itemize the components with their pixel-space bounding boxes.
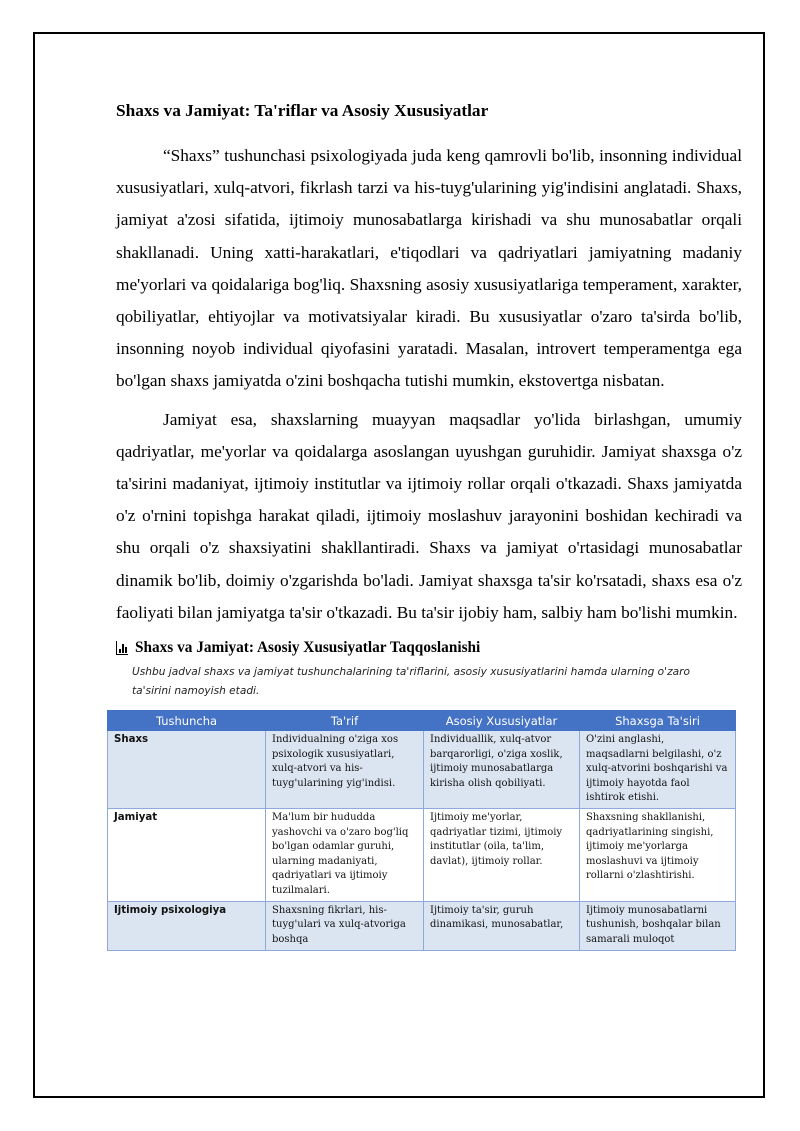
column-header: Asosiy Xususiyatlar xyxy=(424,711,580,731)
table-title xyxy=(116,639,742,657)
table-row xyxy=(108,731,736,809)
paragraph-1: “Shaxs” tushunchasi psixologiyada juda keng qamrovli bo'lib, insonning individual xususiyatlari, xulq-atvori, fikrlash tarzi va his-tuyg'ularining yig'indisini anglatadi. Shaxs, jamiyat a'zosi sifatida, ijtimoiy munosabatlarga kirishadi va shu munosabatlar orqali shakllanadi. Uning xatti-harakatlari, e'tiqodlari va qadriyatlari jamiyatning madaniy me'yorlari va qoidalariga bog'liq. Shaxsning asosiy xususiyatlariga temperament, xarakter, qobiliyatlar, ehtiyojlar va motivatsiyalar kiradi. Bu xususiyatlar o'zaro ta'sirda bo'lib, insonning noyob individual qiyofasini yaratadi. Masalan, introvert temperamentga ega bo'lgan shaxs jamiyatda o'zini boshqacha tutishi mumkin, ekstovertga nisbatan. xyxy=(116,146,742,391)
table-cell: O'zini anglashi, maqsadlarni belgilashi, o'z xulq-atvorini boshqarishi va ijtimoiy hayotda faol ishtirok etishi. xyxy=(580,731,736,809)
table-description: Ushbu jadval shaxs va jamiyat tushunchalarining ta'riflarini, asosiy xususiyatlarini hamda ularning o'zaro ta'sirini namoyish etadi. xyxy=(132,666,690,698)
table-cell: Ijtimoiy munosabatlarni tushunish, boshqalar bilan samarali muloqot xyxy=(580,901,736,950)
bar-chart-icon xyxy=(116,641,128,655)
section-heading: Shaxs va Jamiyat: Ta'riflar va Asosiy Xususiyatlar xyxy=(116,101,489,120)
column-header: Ta'rif xyxy=(266,711,424,731)
table-cell: Shaxsning fikrlari, his-tuyg'ulari va xulq-atvoriga boshqa xyxy=(266,901,424,950)
table-header-row xyxy=(108,711,736,731)
table-cell: Ijtimoiy ta'sir, guruh dinamikasi, munosabatlar, xyxy=(424,901,580,950)
table-row xyxy=(108,901,736,950)
table-cell: Ijtimoiy psixologiya xyxy=(108,901,266,950)
comparison-table xyxy=(107,710,736,951)
table-cell: Shaxs xyxy=(108,731,266,809)
table-title-text: Shaxs va Jamiyat: Asosiy Xususiyatlar Taqqoslanishi xyxy=(135,639,481,657)
table-cell: Jamiyat xyxy=(108,809,266,902)
column-header: Tushuncha xyxy=(108,711,266,731)
document-body xyxy=(116,96,742,951)
table-row xyxy=(108,809,736,902)
table-cell: Shaxsning shakllanishi, qadriyatlarining singishi, ijtimoiy me'yorlarga moslashuvi va ijtimoiy rollarni o'zlashtirishi. xyxy=(580,809,736,902)
paragraph-2: Jamiyat esa, shaxslarning muayyan maqsadlar yo'lida birlashgan, umumiy qadriyatlar, me'yorlar va qoidalarga asoslangan uyushgan guruhidir. Jamiyat shaxsga o'z ta'sirini madaniyat, ijtimoiy institutlar va ijtimoiy rollar orqali o'tkazadi. Shaxs jamiyatda o'z o'rnini topishga harakat qiladi, ijtimoiy moslashuv jarayonini boshidan kechiradi va shu orqali o'z shaxsiyatini shakllantiradi. Shaxs va jamiyat o'rtasidagi munosabatlar dinamik bo'lib, doimiy o'zgarishda bo'ladi. Jamiyat shaxsga ta'sir ko'rsatadi, shaxs esa o'z faoliyati bilan jamiyatga ta'sir o'tkazadi. Bu ta'sir ijobiy ham, salbiy ham bo'lishi mumkin. xyxy=(116,409,742,622)
table-cell: Ma'lum bir hududda yashovchi va o'zaro bog'liq bo'lgan odamlar guruhi, ularning madaniyati, qadriyatlari va ijtimoiy tuzilmalari. xyxy=(266,809,424,902)
comparison-table-section xyxy=(116,639,742,951)
table-cell: Individuallik, xulq-atvor barqarorligi, o'ziga xoslik, ijtimoiy munosabatlarga kirisha olish qobiliyati. xyxy=(424,731,580,809)
table-cell: Ijtimoiy me'yorlar, qadriyatlar tizimi, ijtimoiy institutlar (oila, ta'lim, davlat), ijtimoiy rollar. xyxy=(424,809,580,902)
column-header: Shaxsga Ta'siri xyxy=(580,711,736,731)
table-cell: Individualning o'ziga xos psixologik xususiyatlari, xulq-atvori va his-tuyg'ularining yig'indisi. xyxy=(266,731,424,809)
